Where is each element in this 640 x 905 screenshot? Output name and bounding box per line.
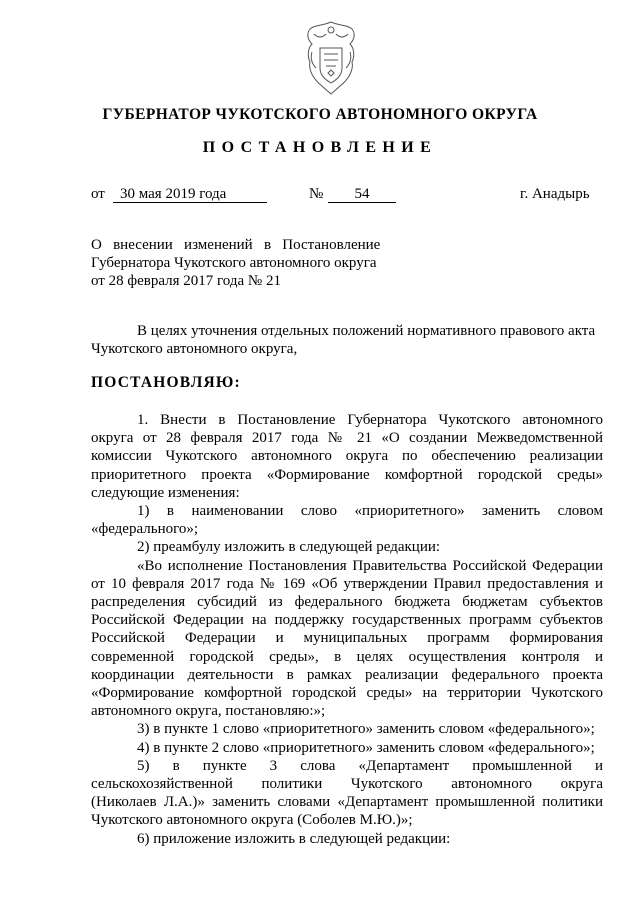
preamble-line: В целях уточнения отдельных положений нормативного правового акта — [137, 323, 596, 339]
body-line: 3) в пункте 1 слово «приоритетного» заменить словом «федерального»; — [137, 721, 595, 738]
subject-line: Губернатора Чукотского автономного округа — [91, 255, 377, 271]
subject-line: от 28 февраля 2017 года № 21 — [91, 273, 281, 289]
preamble-block — [91, 322, 603, 358]
body-line: 1) в наименовании слово «приоритетного» заменить словом — [137, 503, 603, 519]
body-line: современной городской среды», в целях осуществления контроля и — [91, 648, 603, 665]
body-line: «федерального»; — [91, 521, 199, 538]
body-line: «Формирование комфортной городской среды» на территории Чукотского — [91, 685, 603, 701]
body-line: (Николаев Л.А.)» заменить словами «Департамент промышленной политики — [91, 794, 603, 811]
body-line: Российской Федерации и муниципальных программ формирования — [91, 630, 603, 647]
body-line: координации деятельности в рамках реализации федерального проекта — [91, 666, 603, 683]
from-label: от — [91, 186, 105, 202]
body-line: 2) преамбулу изложить в следующей редакции: — [137, 539, 441, 556]
body-line: сельскохозяйственной политики Чукотского автономного округа — [91, 776, 603, 792]
coat-of-arms-emblem — [300, 20, 362, 96]
subject-line: О внесении изменений в Постановление — [91, 237, 381, 253]
body-line: 4) в пункте 2 слово «приоритетного» заменить словом «федерального»; — [137, 739, 595, 756]
preamble-line: Чукотского автономного округа, — [91, 341, 298, 357]
body-line: 6) приложение изложить в следующей редакции: — [137, 830, 451, 847]
body-line: приоритетного проекта «Формирование комфортной городской среды» — [91, 466, 603, 483]
body-line: Чукотского автономного округа (Соболев М.Ю.)»; — [91, 812, 413, 829]
body-line: распределения субсидий из федерального бюджета бюджетам субъектов — [91, 594, 603, 610]
issuing-authority: ГУБЕРНАТОР ЧУКОТСКОГО АВТОНОМНОГО ОКРУГА — [102, 106, 538, 123]
subject-block — [91, 236, 391, 290]
resolve-heading: ПОСТАНОВЛЯЮ: — [91, 374, 241, 391]
body-line: 5) в пункте 3 слова «Департамент промышленной и — [137, 757, 603, 774]
document-date: 30 мая 2019 года — [120, 186, 227, 202]
document-number: 54 — [354, 186, 370, 202]
document-type-title: ПОСТАНОВЛЕНИЕ — [202, 139, 438, 156]
document-place: г. Анадырь — [520, 186, 590, 202]
body-line: следующие изменения: — [91, 484, 240, 501]
body-line: округа от 28 февраля 2017 года № 21 «О создании Межведомственной — [91, 430, 603, 447]
body-line: автономного округа, постановляю:»; — [91, 703, 326, 720]
body-line: «Во исполнение Постановления Правительства Российской Федерации — [137, 557, 603, 574]
body-line: Российской Федерации на поддержку государственных программ субъектов — [91, 612, 603, 629]
number-label: № — [309, 186, 324, 202]
body-line: комиссии Чукотского автономного округа по обеспечению реализации — [91, 448, 603, 465]
body-line: 1. Внести в Постановление Губернатора Чукотского автономного — [137, 412, 603, 428]
body-line: от 10 февраля 2017 года № 169 «Об утверждении Правил предоставления и — [91, 575, 603, 592]
